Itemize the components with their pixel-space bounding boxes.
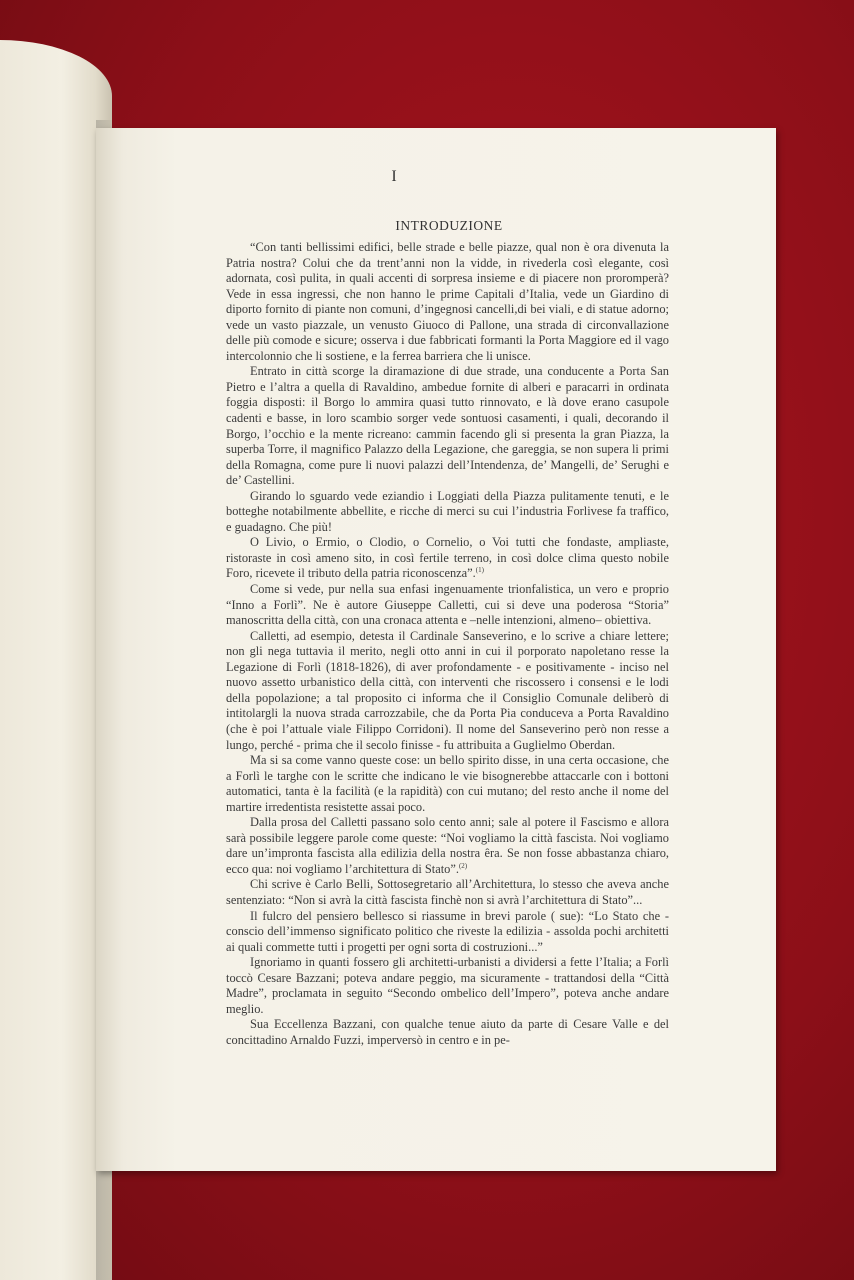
paragraph-4-text: O Livio, o Ermio, o Clodio, o Cornelio, o Voi tutti che fondaste, ampliaste, ristoraste in così ameno sito, in così fertile terreno, in così dolce clima questo nobile Foro, ricevete il tributo della patria riconoscenza”. (226, 535, 669, 581)
paragraph-5: Come si vede, pur nella sua enfasi ingenuamente trionfalistica, un vero e proprio “Inno a Forlì”. Ne è autore Giuseppe Calletti, cui si deve una poderosa “Storia” manoscritta della città, con una cronaca attenta e –nelle intenzioni, almeno– obiettiva. (226, 582, 669, 628)
right-page (96, 128, 776, 1171)
paragraph-2: Entrato in città scorge la diramazione di due strade, una conducente a Porta San Pietro e l’altra a quella di Ravaldino, ambedue fornite di alberi e paracarri in ordinata foggia disposti: il Borgo lo ammira quasi tutto rinnovato, e là dove erano casupole cadenti e basse, in loro scambio sorger vede sontuosi casamenti, i quali, decorando il Borgo, l’occhio e la mente ricreano: cammin facendo gli si presenta la gran Piazza, la superba Torre, il magnifico Palazzo della Legazione, che gareggia, se non supera li primi della Romagna, come pure li nuovi palazzi dell’Intendenza, de’ Mangelli, de’ Serughi e de’ Castellini. (226, 364, 669, 488)
paragraph-3: Girando lo sguardo vede eziandio i Loggiati della Piazza pulitamente tenuti, e le botteghe notabilmente abbellite, e ricche di merci su cui l’industria Forlivese fa traffico, e guadagno. Che più! (226, 488, 669, 534)
paragraph-8-text: Dalla prosa del Calletti passano solo cento anni; sale al potere il Fascismo e allora sarà possibile leggere parole come queste: “Noi vogliamo la città fascista. Noi vogliamo dare un’impronta fascista alla edilizia della nostra êra. Se non fosse abbastanza chiaro, ecco qua: noi vogliamo l’architettura di Stato”. (226, 815, 669, 876)
paragraph-12: Sua Eccellenza Bazzani, con qualche tenue aiuto da parte di Cesare Valle e del concittadino Arnaldo Fuzzi, imperversò in centro e in pe- (226, 1017, 669, 1047)
paragraph-4 (226, 535, 669, 582)
footnote-ref-2: (2) (458, 861, 468, 870)
paragraph-7: Ma si sa come vanno queste cose: un bello spirito disse, in una certa occasione, che a Forlì le targhe con le scritte che indicano le vie bisognerebbe attaccarle con i bottoni automatici, tanta è la facilità (e la rapidità) con cui mutano; del resto anche il nome del martire irredentista resistette assai poco. (226, 753, 669, 814)
paragraph-11: Ignoriamo in quanti fossero gli architetti-urbanisti a dividersi a fette l’Italia; a Forlì toccò Cesare Bazzani; poteva andare peggio, ma sicuramente - trattandosi della “Città Madre”, proclamata in seguito “Secondo ombelico dell’Impero”, poteva anche andare meglio. (226, 955, 669, 1016)
paragraph-8 (226, 815, 669, 877)
body-text (226, 240, 669, 1048)
paragraph-1: “Con tanti bellissimi edifici, belle strade e belle piazze, qual non è ora divenuta la Patria nostra? Colui che da trent’anni non la vidde, in rivederla così elegante, così adornata, così pulita, in quali accenti di sorpresa insieme e di piacere non proromperà? Vede in essa ingressi, che non hanno le prime Capitali d’Italia, vede un Giardino di diporto fornito di piante non comuni, d’ingegnosi cancelli,di bei viali, e di statue adorno; vede un vasto piazzale, un venusto Giuoco di Pallone, una strada di circonvallazione delle più comode e sicure; osserva i due fabbricati formanti la Porta Maggiore ed il vago intercolonnio che li sostiene, e la ferrea barriera che li unisce. (226, 240, 669, 363)
chapter-number: I (391, 168, 397, 185)
chapter-title: INTRODUZIONE (395, 218, 503, 233)
paragraph-10: Il fulcro del pensiero bellesco si riassume in brevi parole ( sue): “Lo Stato che - conscio dell’immenso significato politico che riveste la edilizia - assolda pochi architetti ai quali commette tutti i progetti per ogni sorta di costruzioni...” (226, 908, 669, 954)
footnote-ref-1: (1) (475, 566, 484, 575)
paragraph-9: Chi scrive è Carlo Belli, Sottosegretario all’Architettura, lo stesso che aveva anche sentenziato: “Non si avrà la città fascista finchè non si avrà l’architettura di Stato”... (226, 877, 669, 907)
paragraph-6: Calletti, ad esempio, detesta il Cardinale Sanseverino, e lo scrive a chiare lettere; non gli nega tuttavia il merito, negli otto anni in cui il porporato napoletano resse la Legazione di Forlì (1818-1826), di aver profondamente - e positivamente - inciso nel nuovo assetto urbanistico della città, con interventi che riscossero i consensi e le lodi della popolazione; a tal proposito ci informa che il Consiglio Comunale deliberò di intitolargli la nuova strada carrozzabile, che da Porta Pia conduceva a Porta Ravaldino (che è poi l’attuale viale Filippo Corridoni). Il nome del Sanseverino però non resse a lungo, perché - prima che il secolo finisse - fu attribuita a Guglielmo Oberdan. (226, 628, 669, 752)
